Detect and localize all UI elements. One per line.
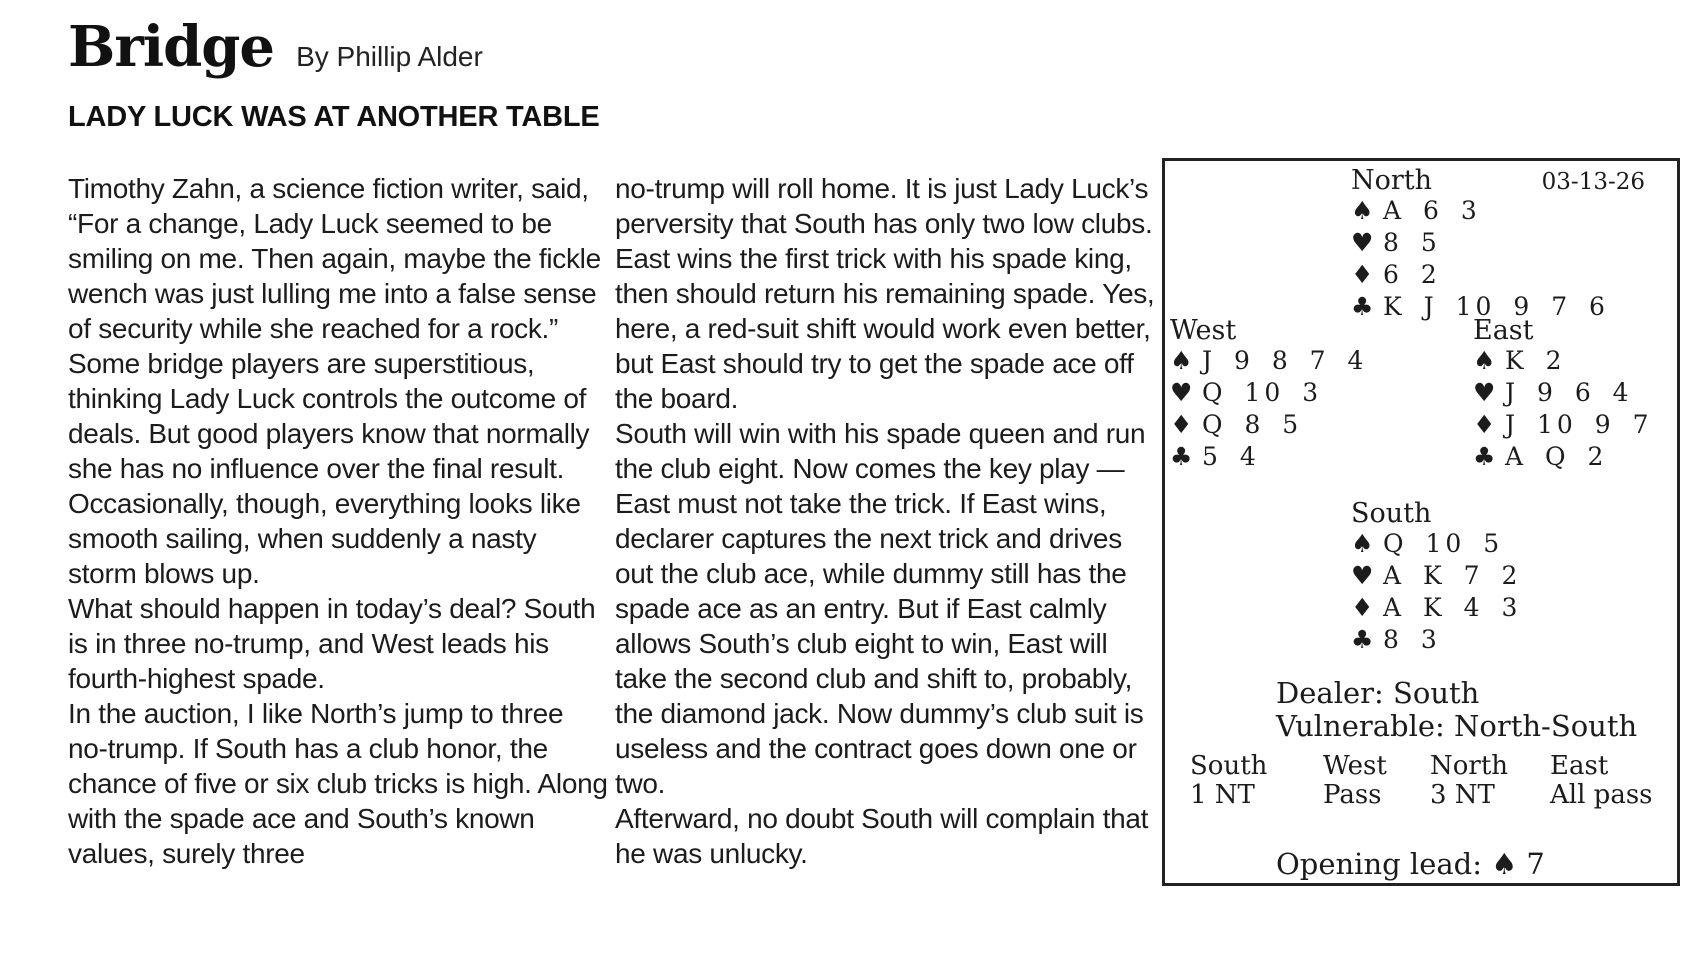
diamond-icon: ♦ xyxy=(1473,410,1496,439)
auction-bid: 3 NT xyxy=(1430,780,1495,810)
paragraph: In the auction, I like North’s jump to three no-trump. If South has a club honor, the chance of five or six club tricks is high. Along with the spade ace and South’s known values, surely three xyxy=(68,698,608,869)
paragraph: Timothy Zahn, a science fiction writer, said, “For a change, Lady Luck seemed to be smiling on me. Then again, maybe the fickle wench was just lulling me into a false sense of security while she reached for a rock.” xyxy=(68,173,601,344)
auction-bid: All pass xyxy=(1550,780,1653,810)
auction-column-north xyxy=(1430,752,1508,810)
diamond-icon: ♦ xyxy=(1351,260,1374,289)
spade-icon: ♠ xyxy=(1473,346,1496,375)
south-hand xyxy=(1351,528,1521,656)
east-spades: K 2 xyxy=(1505,346,1566,375)
paragraph: South will win with his spade queen and run the club eight. Now comes the key play — East must not take the trick. If East wins, declarer captures the next trick and drives out the club ace, while dummy still has the spade ace as an entry. But if East calmly allows South’s club eight to win, East will take the second club and shift to, probably, the diamond jack. Now dummy’s club suit is useless and the contract goes down one or two. xyxy=(615,418,1146,799)
south-spades: Q 10 5 xyxy=(1383,529,1504,558)
dealer-text: Dealer: South xyxy=(1276,676,1480,710)
north-hand xyxy=(1351,195,1609,323)
spade-icon: ♠ xyxy=(1491,847,1518,881)
north-diamonds: 6 2 xyxy=(1383,260,1441,289)
deal-conditions xyxy=(1276,677,1637,743)
south-hearts: A K 7 2 xyxy=(1383,561,1522,590)
west-diamonds: Q 8 5 xyxy=(1202,410,1303,439)
opening-lead-label: Opening lead: xyxy=(1276,847,1482,881)
auction-column-south xyxy=(1190,752,1267,810)
club-icon: ♣ xyxy=(1351,625,1374,654)
auction-seat: East xyxy=(1550,751,1609,781)
east-diamonds: J 10 9 7 xyxy=(1505,410,1653,439)
bridge-deal-diagram xyxy=(1162,158,1680,886)
article-column-2 xyxy=(615,171,1155,871)
club-icon: ♣ xyxy=(1473,442,1496,471)
auction-bid: Pass xyxy=(1323,780,1382,810)
paragraph: East wins the first trick with his spade king, then should return his remaining spade. Yes, here, a red-suit shift would work even better, but East should try to get the spade ace off the board. xyxy=(615,243,1155,414)
west-spades: J 9 8 7 4 xyxy=(1202,346,1368,375)
auction-column-west xyxy=(1323,752,1387,810)
west-clubs: 5 4 xyxy=(1202,442,1260,471)
north-spades: A 6 3 xyxy=(1383,196,1481,225)
south-label: South xyxy=(1351,498,1432,529)
vulnerable-text: Vulnerable: North-South xyxy=(1276,709,1638,743)
deal-date: 03-13-26 xyxy=(1541,169,1645,195)
west-hand xyxy=(1170,345,1367,473)
column-title: Bridge xyxy=(68,14,275,80)
north-hearts: 8 5 xyxy=(1383,228,1441,257)
east-clubs: A Q 2 xyxy=(1505,442,1608,471)
paragraph: Afterward, no doubt South will complain that he was unlucky. xyxy=(615,803,1149,869)
auction-seat: North xyxy=(1430,751,1509,781)
opening-lead xyxy=(1276,847,1545,881)
article-column-1 xyxy=(68,171,608,871)
club-icon: ♣ xyxy=(1351,292,1374,321)
heart-icon: ♥ xyxy=(1170,378,1193,407)
diamond-icon: ♦ xyxy=(1351,593,1374,622)
heart-icon: ♥ xyxy=(1473,378,1496,407)
auction-seat: West xyxy=(1323,751,1387,781)
north-label: North xyxy=(1351,165,1433,196)
auction-bid: 1 NT xyxy=(1190,780,1255,810)
paragraph: Occasionally, though, everything looks like smooth sailing, when suddenly a nasty storm blows up. xyxy=(68,488,581,589)
east-hand xyxy=(1473,345,1653,473)
paragraph: Some bridge players are superstitious, thinking Lady Luck controls the outcome of deals. But good players know that normally she has no influence over the final result. xyxy=(68,348,590,484)
spade-icon: ♠ xyxy=(1351,529,1374,558)
diamond-icon: ♦ xyxy=(1170,410,1193,439)
west-label: West xyxy=(1170,315,1237,346)
spade-icon: ♠ xyxy=(1351,196,1374,225)
auction-column-east xyxy=(1550,752,1653,810)
south-clubs: 8 3 xyxy=(1383,625,1441,654)
club-icon: ♣ xyxy=(1170,442,1193,471)
east-label: East xyxy=(1473,315,1534,346)
west-hearts: Q 10 3 xyxy=(1202,378,1323,407)
paragraph: What should happen in today’s deal? South is in three no-trump, and West leads his fourth-highest spade. xyxy=(68,593,596,694)
byline: By Phillip Alder xyxy=(296,41,483,72)
opening-lead-card: 7 xyxy=(1526,847,1545,881)
paragraph: no-trump will roll home. It is just Lady Luck’s perversity that South has only two low clubs. xyxy=(615,173,1153,239)
headline: LADY LUCK WAS AT ANOTHER TABLE xyxy=(68,101,600,133)
header xyxy=(68,14,483,80)
north-clubs: K J 10 9 7 6 xyxy=(1383,292,1609,321)
auction-seat: South xyxy=(1190,751,1268,781)
spade-icon: ♠ xyxy=(1170,346,1193,375)
heart-icon: ♥ xyxy=(1351,561,1374,590)
south-diamonds: A K 4 3 xyxy=(1383,593,1522,622)
east-hearts: J 9 6 4 xyxy=(1505,378,1633,407)
heart-icon: ♥ xyxy=(1351,228,1374,257)
